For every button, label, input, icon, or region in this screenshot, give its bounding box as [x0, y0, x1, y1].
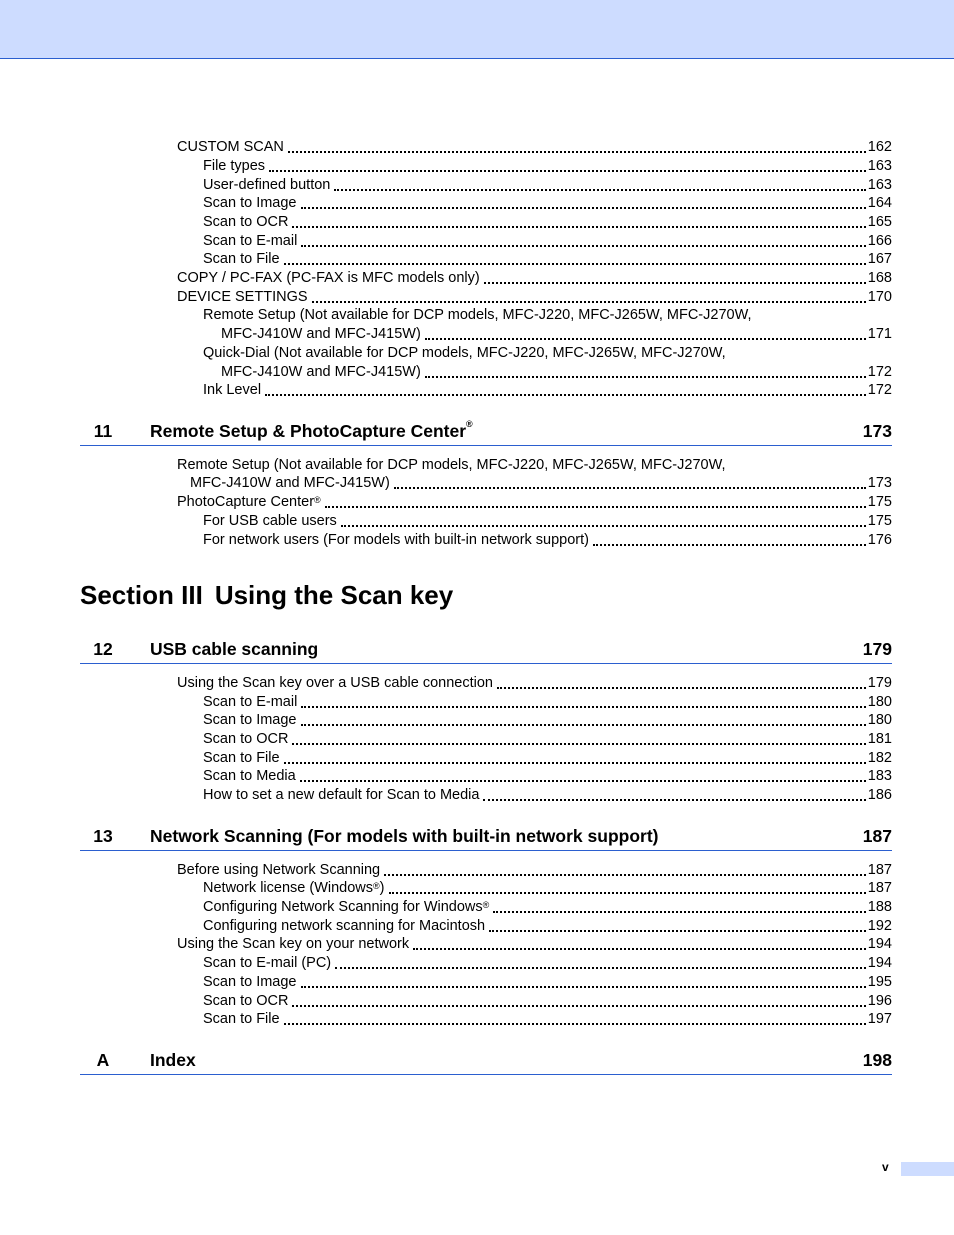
toc-entry[interactable]: Ink Level 172: [203, 382, 892, 398]
toc-entry-line: Quick-Dial (Not available for DCP models, MFC-J220, MFC-J265W, MFC-J270W,: [203, 345, 726, 361]
footer-tab: [901, 1162, 954, 1176]
chapter-heading-appendix[interactable]: A Index 198: [80, 1050, 892, 1075]
toc-entry[interactable]: Scan to Image 164: [203, 195, 892, 211]
chapter-heading-12[interactable]: 12 USB cable scanning 179: [80, 639, 892, 664]
toc-entry[interactable]: COPY / PC-FAX (PC-FAX is MFC models only) 168: [177, 270, 892, 286]
toc-entry[interactable]: Scan to E-mail (PC) 194: [203, 955, 892, 971]
toc-entry[interactable]: CUSTOM SCAN 162: [177, 139, 892, 155]
toc-entry[interactable]: Scan to E-mail 180: [203, 694, 892, 710]
toc-entry[interactable]: Scan to Image 195: [203, 974, 892, 990]
toc-entry[interactable]: MFC-J410W and MFC-J415W) 173: [190, 475, 892, 491]
chapter-heading-13[interactable]: 13 Network Scanning (For models with built-in network support) 187: [80, 826, 892, 851]
toc-entry[interactable]: User-defined button 163: [203, 177, 892, 193]
toc-entry[interactable]: Configuring network scanning for Macintosh 192: [203, 918, 892, 934]
toc-entry[interactable]: Scan to File 197: [203, 1011, 892, 1027]
toc-entry[interactable]: For USB cable users 175: [203, 513, 892, 529]
toc-entry-line: Remote Setup (Not available for DCP models, MFC-J220, MFC-J265W, MFC-J270W,: [177, 457, 726, 473]
toc-entry[interactable]: For network users (For models with built-in network support) 176: [203, 532, 892, 548]
toc-entry[interactable]: Scan to OCR 196: [203, 993, 892, 1009]
toc-entry[interactable]: MFC-J410W and MFC-J415W) 172: [221, 364, 892, 380]
toc-entry[interactable]: PhotoCapture Center® 175: [177, 494, 892, 510]
toc-entry[interactable]: Scan to OCR 181: [203, 731, 892, 747]
toc-entry[interactable]: MFC-J410W and MFC-J415W) 171: [221, 326, 892, 342]
toc-entry[interactable]: Configuring Network Scanning for Windows® 188: [203, 899, 892, 915]
section-title: Section III Using the Scan key: [80, 580, 454, 610]
toc-entry[interactable]: Using the Scan key on your network 194: [177, 936, 892, 952]
toc-entry-line: Remote Setup (Not available for DCP models, MFC-J220, MFC-J265W, MFC-J270W,: [203, 307, 752, 323]
toc-entry[interactable]: Scan to File 182: [203, 750, 892, 766]
toc-entry[interactable]: Scan to Media 183: [203, 768, 892, 784]
toc-entry[interactable]: Before using Network Scanning 187: [177, 862, 892, 878]
toc-entry[interactable]: File types 163: [203, 158, 892, 174]
toc-entry[interactable]: Network license (Windows®) 187: [203, 880, 892, 896]
page-number: v: [882, 1160, 889, 1174]
toc-entry[interactable]: Scan to Image 180: [203, 712, 892, 728]
toc-entry[interactable]: DEVICE SETTINGS 170: [177, 289, 892, 305]
header-band: [0, 0, 954, 59]
toc-entry[interactable]: Scan to File 167: [203, 251, 892, 267]
toc-entry[interactable]: Using the Scan key over a USB cable connection 179: [177, 675, 892, 691]
toc-entry[interactable]: Scan to OCR 165: [203, 214, 892, 230]
toc-entry[interactable]: Scan to E-mail 166: [203, 233, 892, 249]
toc-entry[interactable]: How to set a new default for Scan to Media 186: [203, 787, 892, 803]
chapter-heading-11[interactable]: 11 Remote Setup & PhotoCapture Center® 173: [80, 421, 892, 446]
